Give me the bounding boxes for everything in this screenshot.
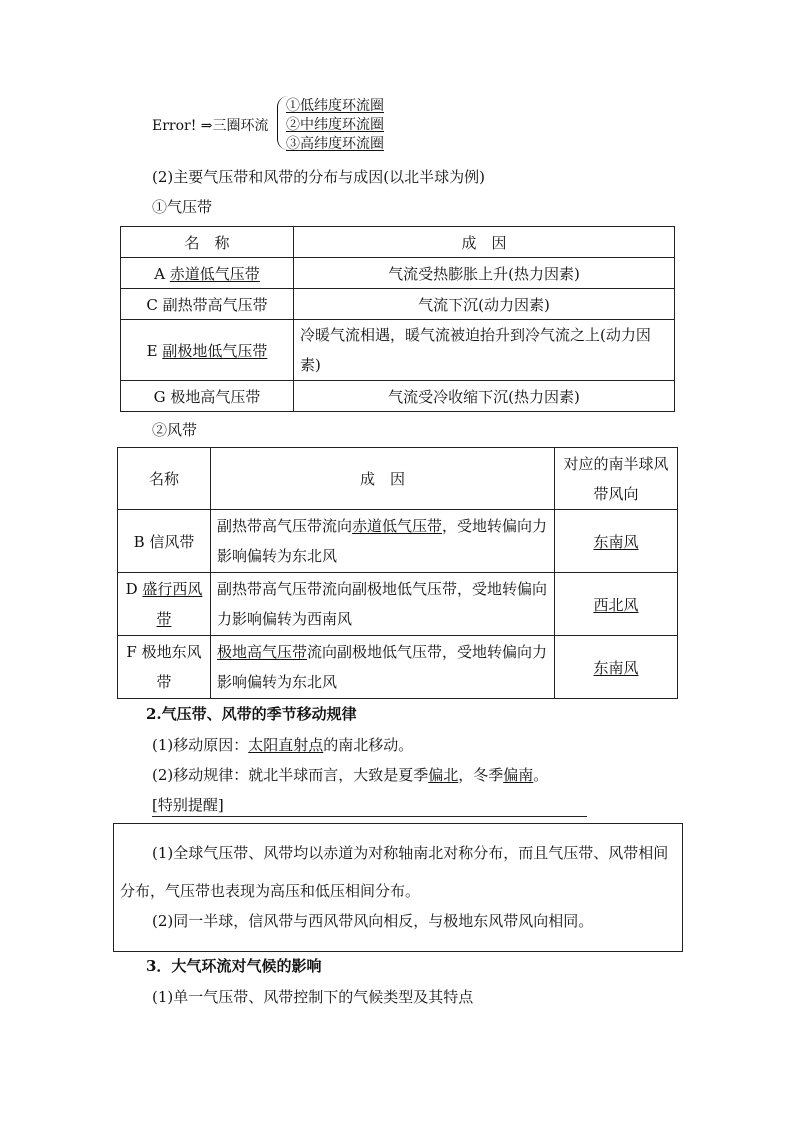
pressure-header-name: 名 称 (121, 227, 294, 258)
circulation-item-mid: ②中纬度环流圈 (286, 117, 384, 133)
wind-cause: 副热带高气压带流向副极地低气压带，受地转偏向力影响偏转为西南风 (211, 573, 555, 636)
pressure-cause: 冷暖气流相遇，暖气流被迫抬升到冷气流之上(动力因素) (294, 320, 675, 381)
climate-impact-heading: 3．大气环流对气候的影响 (146, 957, 322, 975)
table-row (121, 289, 675, 320)
wind-header-cause: 成 因 (211, 448, 555, 510)
wind-belt-heading: ②风带 (152, 421, 198, 439)
table-row (121, 381, 675, 412)
wind-south: 东南风 (555, 510, 678, 573)
wind-name: B 信风带 (118, 510, 211, 573)
reminder-paragraph-2: (2)同一半球，信风带与西风带风向相反，与极地东风带风向相同。 (152, 912, 594, 930)
table-row (118, 573, 678, 636)
wind-south: 西北风 (555, 573, 678, 636)
wind-cause: 副热带高气压带流向赤道低气压带，受地转偏向力影响偏转为东北风 (211, 510, 555, 573)
movement-rule: (2)移动规律：就北半球而言，大致是夏季偏北，冬季偏南。 (152, 766, 549, 784)
pressure-cause: 气流受冷收缩下沉(热力因素) (294, 381, 675, 412)
pressure-name: G 极地高气压带 (121, 381, 294, 412)
section-heading-distribution: (2)主要气压带和风带的分布与成因(以北半球为例) (152, 168, 485, 186)
wind-name: D 盛行西风带 (118, 573, 211, 636)
pressure-name: E 副极地低气压带 (121, 320, 294, 381)
seasonal-movement-heading: 2.气压带、风带的季节移动规律 (146, 705, 357, 723)
circulation-item-high: ③高纬度环流圈 (286, 136, 384, 152)
table-row (121, 258, 675, 289)
wind-header-name: 名称 (118, 448, 211, 510)
pressure-cause: 气流受热膨胀上升(热力因素) (294, 258, 675, 289)
wind-cause: 极地高气压带流向副极地低气压带，受地转偏向力影响偏转为东北风 (211, 636, 555, 699)
pressure-name: C 副热带高气压带 (121, 289, 294, 320)
wind-name: F 极地东风带 (118, 636, 211, 699)
table-row (118, 636, 678, 699)
pressure-belt-table (120, 226, 675, 412)
wind-belt-table (117, 447, 678, 699)
special-reminder-box (113, 823, 683, 952)
pressure-belt-heading: ①气压带 (152, 198, 213, 216)
table-row (121, 320, 675, 381)
pressure-header-cause: 成 因 (294, 227, 675, 258)
wind-south: 东南风 (555, 636, 678, 699)
table-row (118, 510, 678, 573)
special-reminder-label: [特别提醒] (152, 794, 587, 817)
pressure-cause: 气流下沉(动力因素) (294, 289, 675, 320)
pressure-name: A 赤道低气压带 (121, 258, 294, 289)
reminder-paragraph-1: (1)全球气压带、风带均以赤道为对称轴南北对称分布，而且气压带、风带相间分布，气压带也表现为高压和低压相间分布。 (120, 844, 669, 900)
error-circulation-label: Error! ⇒三圈环流 (152, 118, 269, 134)
movement-reason: (1)移动原因：太阳直射点的南北移动。 (152, 736, 414, 754)
climate-impact-subheading: (1)单一气压带、风带控制下的气候类型及其特点 (152, 988, 474, 1006)
circulation-item-low: ①低纬度环流圈 (286, 98, 384, 114)
wind-header-south: 对应的南半球风带风向 (555, 448, 678, 510)
